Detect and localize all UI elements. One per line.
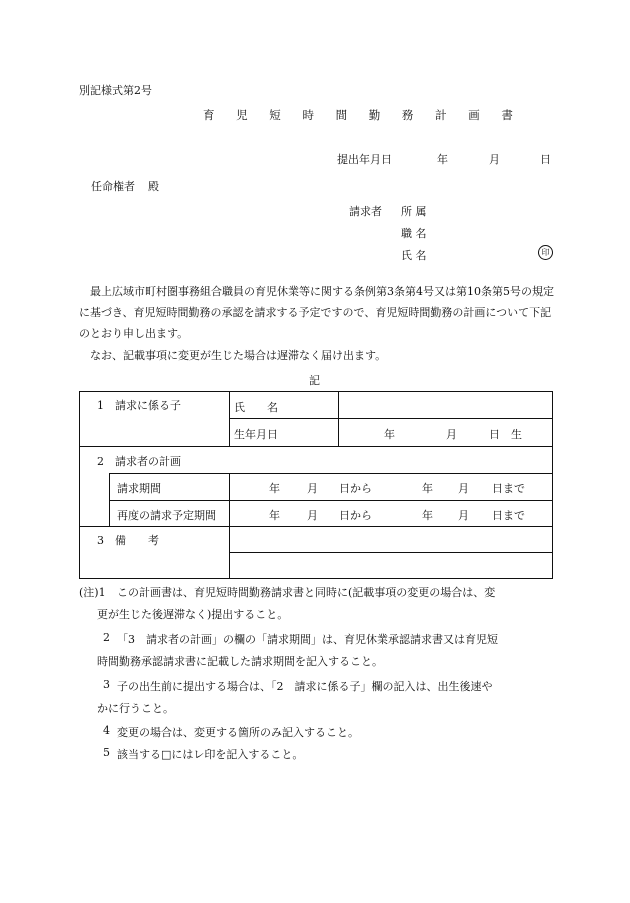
table-line	[229, 418, 553, 419]
next-to-day: 日まで	[492, 509, 525, 522]
table-border-left	[79, 391, 80, 579]
birth-day-label: 日 生	[489, 428, 522, 441]
note-5-line-1: 該当する□にはレ印を記入すること。	[117, 748, 304, 761]
requester-name-label: 氏 名	[401, 249, 427, 262]
date-day-label: 日	[540, 153, 551, 166]
note-1-line-2: 更が生じた後遅滞なく)提出すること。	[97, 608, 289, 621]
requester-position-label: 職 名	[401, 227, 427, 240]
period-from-month: 月	[307, 482, 318, 495]
request-period-label: 請求期間	[117, 482, 161, 495]
addressee-honorific: 殿	[148, 180, 159, 193]
document-title: 育 児 短 時 間 勤 務 計 画 書	[203, 108, 522, 122]
period-to-year: 年	[422, 482, 433, 495]
table-line	[338, 391, 339, 446]
plan-table	[79, 391, 553, 579]
addressee-name: 任命権者	[91, 180, 135, 193]
note-2-number: 2	[103, 631, 110, 644]
table-line	[79, 526, 553, 527]
note-3-line-2: かに行うこと。	[97, 702, 174, 715]
next-to-year: 年	[422, 509, 433, 522]
next-from-year: 年	[269, 509, 280, 522]
birth-year-label: 年	[384, 428, 395, 441]
requester-label: 請求者	[349, 205, 382, 218]
table-line	[229, 473, 230, 579]
note-1-line-1: この計画書は、育児短時間勤務請求書と同時に(記載事項の変更の場合は、変	[117, 586, 496, 599]
next-from-month: 月	[307, 509, 318, 522]
ki-heading: 記	[309, 374, 320, 387]
seal-mark: 印	[538, 245, 553, 260]
date-month-label: 月	[489, 153, 500, 166]
body-paragraph-2: なお、記載事項に変更が生じた場合は遅滞なく届け出ます。	[90, 349, 387, 362]
table-line	[109, 473, 553, 474]
requester-affiliation-label: 所 属	[401, 205, 427, 218]
table-line	[109, 500, 553, 501]
table-line	[79, 446, 553, 447]
table-border-top	[79, 391, 553, 392]
note-5-number: 5	[103, 746, 110, 759]
birth-month-label: 月	[446, 428, 457, 441]
remarks-label: 3 備 考	[97, 534, 159, 547]
period-from-day: 日から	[339, 482, 372, 495]
period-to-day: 日まで	[492, 482, 525, 495]
table-border-right	[552, 391, 553, 579]
table-line	[109, 473, 110, 527]
note-3-line-1: 子の出生前に提出する場合は、「2 請求に係る子」欄の記入は、出生後速や	[117, 680, 493, 693]
child-birthdate-label: 生年月日	[234, 428, 278, 441]
period-to-month: 月	[458, 482, 469, 495]
note-4-line-1: 変更の場合は、変更する箇所のみ記入すること。	[117, 726, 359, 739]
child-name-label: 氏 名	[234, 401, 278, 414]
note-4-number: 4	[103, 724, 110, 737]
next-to-month: 月	[458, 509, 469, 522]
note-2-line-1: 「3 請求者の計画」の欄の「請求期間」は、育児休業承認請求書又は育児短	[117, 633, 498, 646]
note-2-line-2: 時間勤務承認請求書に記載した請求期間を記入すること。	[97, 655, 383, 668]
body-paragraph-1: 最上広域市町村圏事務組合職員の育児休業等に関する条例第3条第4号又は第10条第5号の規定に基づき、育児短時間勤務の承認を請求する予定ですので、育児短時間勤務の計画について下記のとおり申し出ます。	[79, 285, 554, 340]
table-line	[229, 552, 553, 553]
submission-date-label: 提出年月日	[337, 153, 392, 166]
period-from-year: 年	[269, 482, 280, 495]
next-from-day: 日から	[339, 509, 372, 522]
plan-section-label: 2 請求者の計画	[97, 455, 181, 468]
table-line	[229, 391, 230, 446]
note-3-number: 3	[103, 678, 110, 691]
table-border-bottom	[79, 578, 553, 579]
form-number: 別記様式第2号	[79, 84, 152, 97]
note-prefix: (注)1	[79, 586, 106, 599]
date-year-label: 年	[437, 153, 448, 166]
next-request-period-label: 再度の請求予定期間	[117, 509, 216, 522]
child-section-label: 1 請求に係る子	[97, 399, 181, 412]
